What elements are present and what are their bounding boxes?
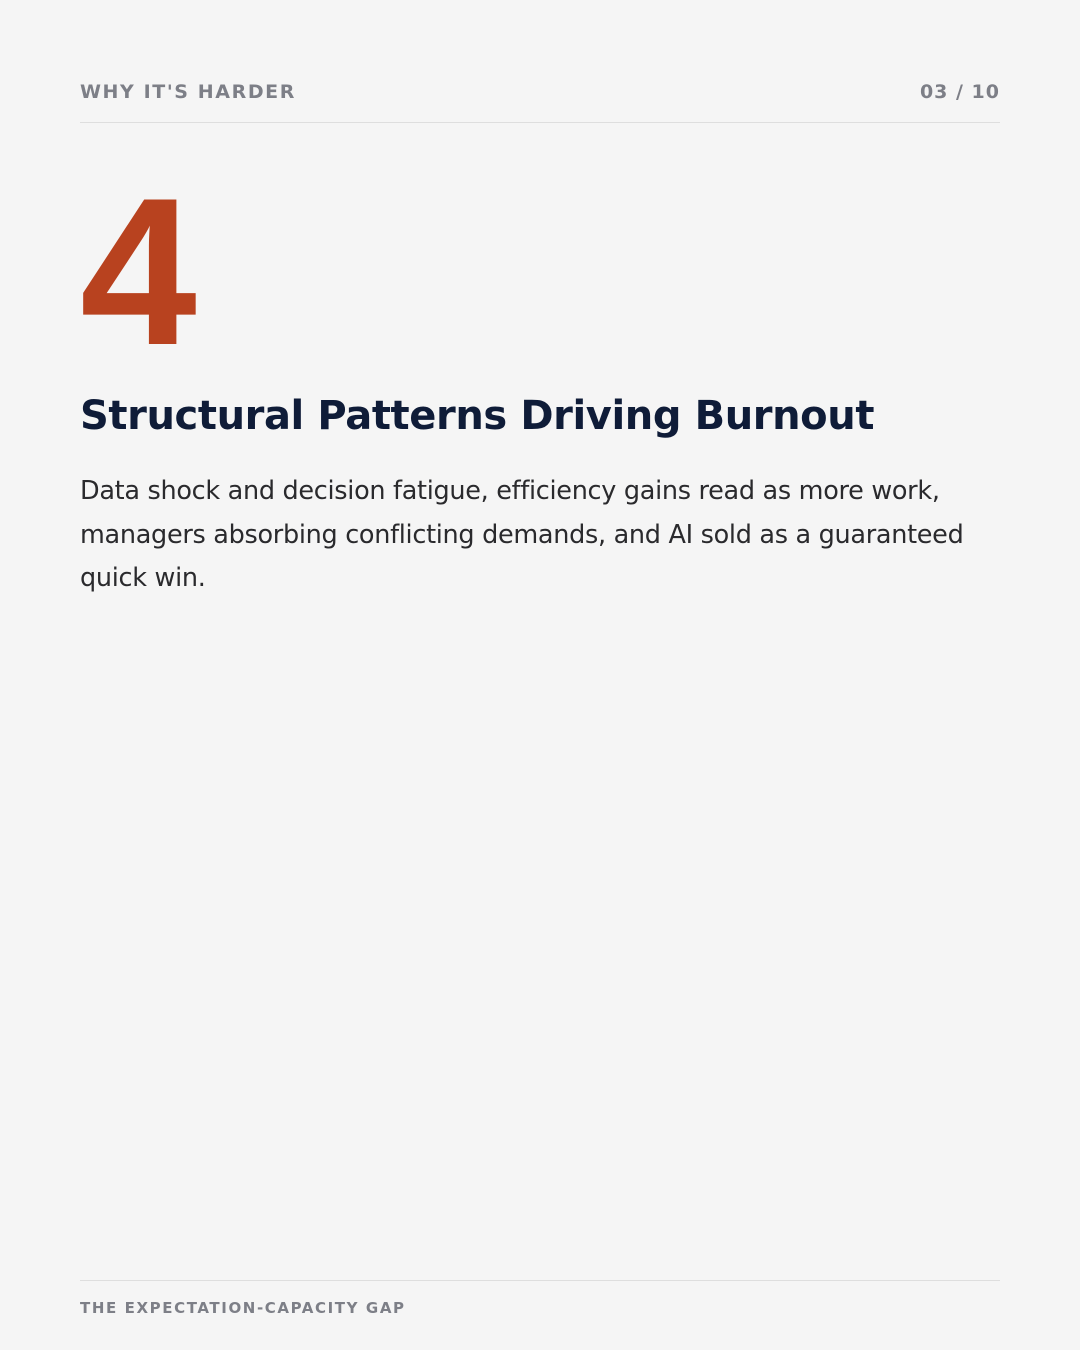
item-number: 4 [80, 154, 197, 389]
headline: Structural Patterns Driving Burnout [80, 393, 875, 439]
header [80, 78, 1000, 123]
footer-label: THE EXPECTATION-CAPACITY GAP [80, 1299, 406, 1317]
section-label: WHY IT'S HARDER [80, 81, 296, 103]
page-counter: 03 / 10 [919, 81, 1000, 103]
footer [80, 1280, 1000, 1319]
body-text: Data shock and decision fatigue, efficiency gains read as more work, managers absorbing conflicting demands, and AI sold as a guaranteed quick win. [80, 476, 964, 593]
